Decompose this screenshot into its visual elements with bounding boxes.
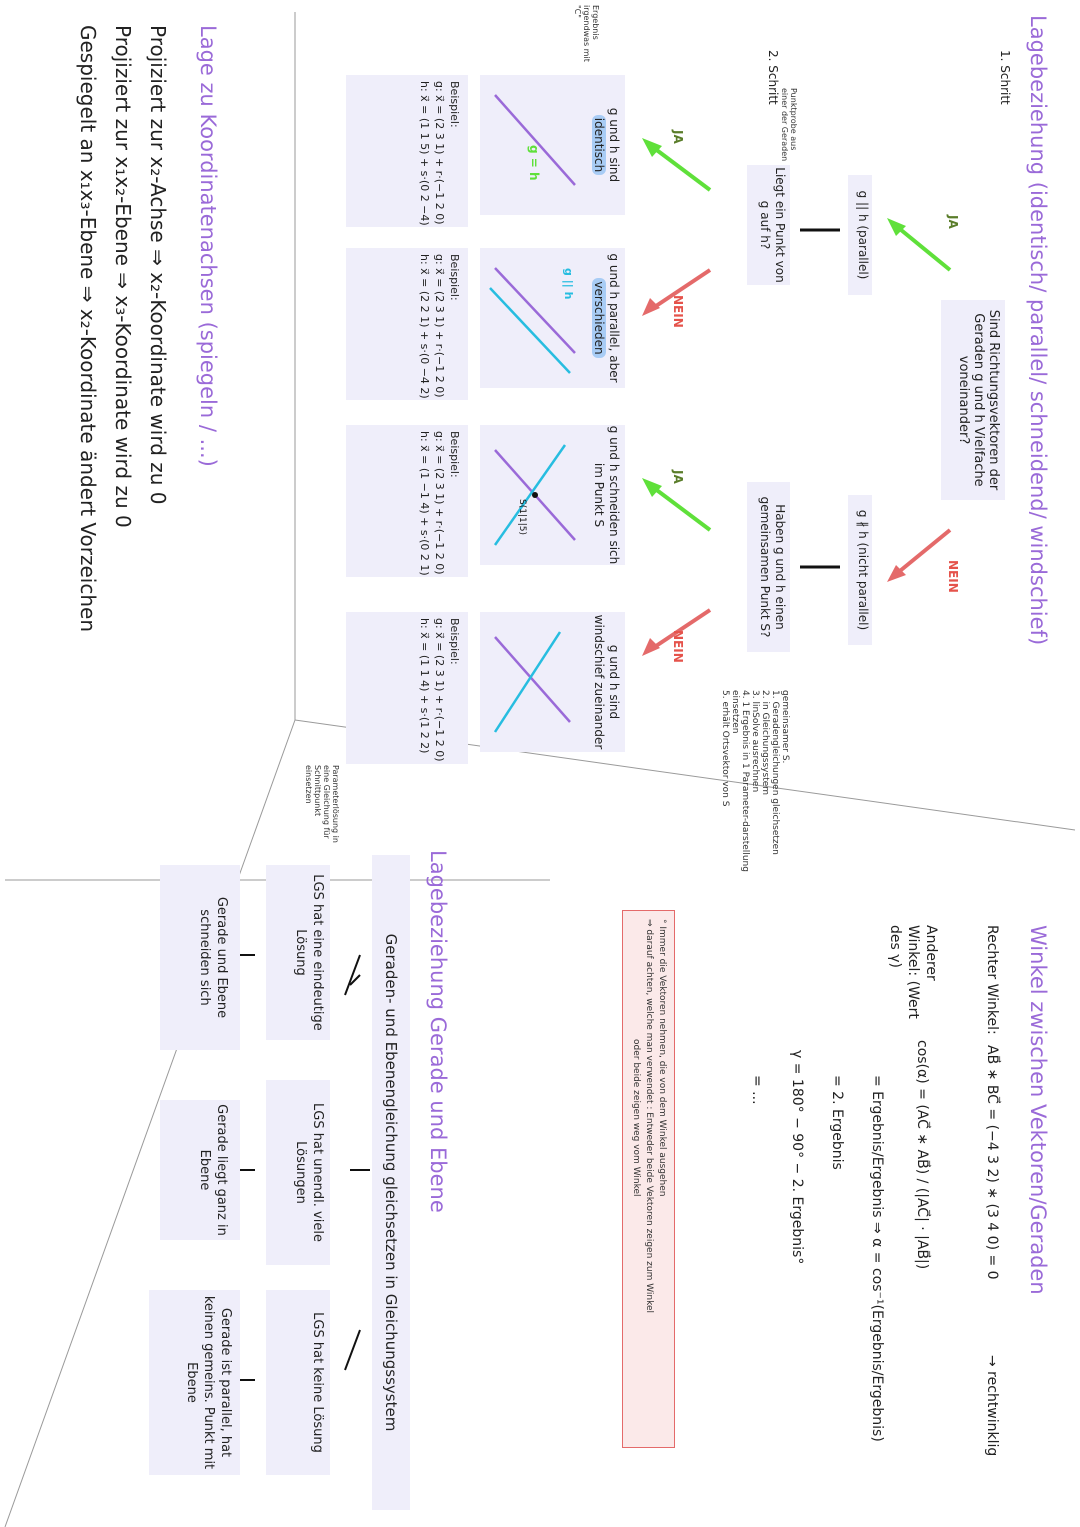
result-schneiden: Gerade und Ebene schneiden sich (160, 865, 240, 1050)
note-line-3: oder beide zeigen weg vom Winkel (631, 1039, 641, 1197)
step-2: 2. in Gleichungssystem (760, 690, 770, 796)
param-note: Parameterlösung in eine Gleichung für Schnittpunkt einsetzen (304, 765, 340, 843)
nicht-parallel-box: g ∦ h (nicht parallel) (848, 495, 872, 645)
beispiel-label: Beispiel: (448, 618, 461, 665)
beispiel-identisch (346, 75, 468, 227)
cos-formula: cos(α) = (AC⃗ ∗ AB⃗) / (|AC⃗| · |AB⃗|) (914, 1040, 930, 1270)
gleichsetzen-header: Geraden- und Ebenengleichung gleichsetzen in Gleichungssystem (372, 855, 410, 1510)
gemeinsamer-title: gemeinsamer S. (780, 690, 790, 764)
case-schneiden (480, 425, 625, 565)
schritt2-label: 2. Schritt (766, 50, 780, 105)
g-equation: g: x⃗ = (2 3 1) + r·(−1 2 0) (433, 81, 446, 225)
beispiel-windschief (346, 612, 468, 764)
gemeinsamer-steps (720, 690, 790, 890)
anderer-winkel-label: Anderer Winkel: (Wert des γ) (887, 925, 939, 1019)
ja-label-1: JA (946, 215, 960, 229)
question-richtungsvektoren: Sind Richtungsvektoren der Geraden g und h Vielfache voneinander? (941, 300, 1005, 500)
result-parallel: Gerade ist parallel, hat keinen gemeins. Punkt mit Ebene (149, 1290, 240, 1475)
g-equation: g: x⃗ = (2 3 1) + r·(−1 2 0) (433, 254, 446, 398)
nein-label-2: NEIN (671, 295, 685, 328)
identisch-label: g = h (527, 145, 541, 181)
identisch-sketch (480, 75, 590, 215)
koord-line-3: Gespiegelt an x₁x₃-Ebene ⇒ x₂-Koordinate ändert Vorzeichen (76, 25, 100, 633)
rechter-winkel-formula: AB⃗ ∗ BC⃗ = (−4 3 2) ∗ (3 4 0) = 0 (984, 1045, 1000, 1280)
ergebnis-line: = Ergebnis/Ergebnis ⇒ α = cos⁻¹(Ergebnis/Ergebnis) (869, 1075, 885, 1442)
winkel-title: Winkel zwischen Vektoren/Geraden (1026, 925, 1050, 1295)
step-5: 5. erhält Ortsvektor von S (720, 690, 730, 807)
h-equation: h: x⃗ = (1 −1 4) + s·(0 2 1) (418, 431, 431, 576)
beispiel-parallel (346, 248, 468, 400)
zweites-ergebnis: = 2. Ergebnis (829, 1075, 845, 1170)
case-identisch (480, 75, 625, 215)
case-windschief-text: g und h sind windschief zueinander (592, 614, 621, 750)
parallel-box: g || h (parallel) (848, 175, 872, 295)
question-punkt: Liegt ein Punkt von g auf h? (747, 165, 790, 285)
result-liegt: Gerade liegt ganz in Ebene (160, 1100, 240, 1240)
windschief-sketch (480, 612, 590, 752)
g-equation: g: x⃗ = (2 3 1) + r·(−1 2 0) (433, 431, 446, 575)
koord-line-1: Projiziert zur x₂-Achse ⇒ x₂-Koordinate wird zu 0 (146, 25, 170, 505)
case-identisch-text: g und h sind (607, 107, 621, 183)
h-equation: h: x⃗ = (1 1 5) + s·(0 2 −4) (418, 81, 431, 226)
ja-label-3: JA (671, 470, 685, 484)
case-identisch-hl: identisch (592, 115, 606, 175)
nein-label-3: NEIN (671, 630, 685, 663)
schritt1-label: 1. Schritt (998, 50, 1012, 105)
lagebeziehung-title: Lagebeziehung (identisch/ parallel/ schneidend/ windschief) (1026, 15, 1050, 646)
gerade-ebene-title: Lagebeziehung Gerade und Ebene (426, 850, 450, 1213)
lgs-keine: LGS hat keine Lösung (266, 1290, 330, 1475)
step-1: 1. Geradengleichungen gleichsetzen (770, 690, 780, 855)
step-3: 3. linSolve ausrechnen (750, 690, 760, 793)
beispiel-label: Beispiel: (448, 81, 461, 128)
svg-text:g || h: g || h (562, 268, 575, 300)
case-windschief (480, 612, 625, 752)
beispiel-label: Beispiel: (448, 431, 461, 478)
nein-label-1: NEIN (946, 560, 960, 593)
punktprobe-note: Punktprobe aus einer der Geraden (780, 88, 798, 162)
case-parallel-text: g und h parallel, aber (607, 253, 621, 383)
step-4: 4. 1 Ergebnis in 1 Parameter-darstellung einsetzen (730, 690, 750, 872)
h-equation: h: x⃗ = (1 1 4) + s·(1 2 2) (418, 618, 431, 754)
h-equation: h: x⃗ = (2 2 1) + s·(0 −4 2) (418, 254, 431, 399)
rechtwinklig-result: → rechtwinklig (984, 1355, 1000, 1457)
final-result: = ... (749, 1075, 765, 1105)
case-schneiden-text: g und h schneiden sich im Punkt S (592, 425, 621, 565)
rechter-winkel-label: Rechter Winkel: (984, 925, 1000, 1035)
schneiden-sketch (480, 425, 590, 565)
lgs-eindeutig: LGS hat eine eindeutige Lösung (266, 865, 330, 1040)
winkel-note-box (622, 910, 675, 1448)
lgs-unendlich: LGS hat unendl. viele Lösungen (266, 1080, 330, 1265)
gamma-formula: γ = 180° − 90° − 2. Ergebnis° (789, 1050, 805, 1265)
schnittpunkt-label: S(1|1|5) (517, 499, 527, 535)
ergebnis-note: Ergebnis irgendwas mit "C" (573, 5, 600, 62)
case-parallel-hl: verschieden (592, 278, 606, 357)
parallel-sketch (480, 248, 590, 388)
case-parallel (480, 248, 625, 388)
beispiel-schneiden (346, 425, 468, 577)
beispiel-label: Beispiel: (448, 254, 461, 301)
note-line-1: ° Immer die Vektoren nehmen, die von dem Winkel ausgehen (657, 919, 667, 1197)
ja-label-2: JA (671, 130, 685, 144)
note-line-2: ⇒ darauf achten, welche man verwendet : Entweder beide Vektoren zeigen zum Winkel (644, 919, 654, 1314)
question-gemeinsamer-punkt: Haben g und h einen gemeinsamen Punkt S? (747, 482, 790, 652)
g-equation: g: x⃗ = (2 3 1) + r·(−1 2 0) (433, 618, 446, 762)
koord-title: Lage zu Koordinatenachsen (spiegeln / ...) (196, 25, 220, 467)
koord-line-2: Projiziert zur x₁x₂-Ebene ⇒ x₃-Koordinate wird zu 0 (111, 25, 135, 528)
